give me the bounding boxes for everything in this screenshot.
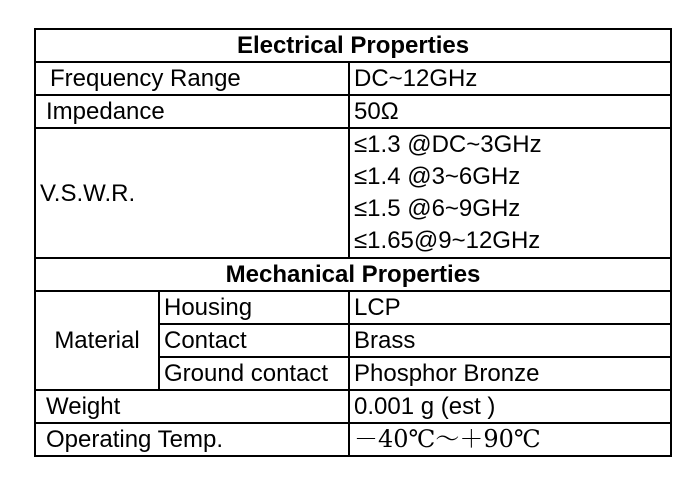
operating-temp-value: －40℃～＋90℃: [349, 423, 671, 456]
contact-value: Brass: [349, 324, 671, 357]
weight-row: [35, 390, 671, 423]
vswr-values: [349, 128, 671, 258]
housing-value: LCP: [349, 291, 671, 324]
ground-contact-value: Phosphor Bronze: [349, 357, 671, 390]
weight-label: Weight: [35, 390, 349, 423]
impedance-value: 50Ω: [349, 95, 671, 128]
vswr-value-1: ≤1.3 @DC~3GHz: [354, 131, 542, 158]
frequency-row: [35, 62, 671, 95]
vswr-value-4: ≤1.65@9~12GHz: [354, 227, 541, 254]
electrical-properties-title: Electrical Properties: [35, 29, 671, 62]
vswr-label: V.S.W.R.: [35, 128, 349, 258]
frequency-label: Frequency Range: [35, 62, 349, 95]
ground-contact-label: Ground contact: [159, 357, 349, 390]
operating-temp-label: Operating Temp.: [35, 423, 349, 456]
contact-label: Contact: [159, 324, 349, 357]
mechanical-header-row: [35, 258, 671, 291]
mechanical-properties-title: Mechanical Properties: [35, 258, 671, 291]
housing-label: Housing: [159, 291, 349, 324]
material-label: Material: [35, 291, 159, 390]
properties-table: [34, 28, 672, 457]
vswr-value-2: ≤1.4 @3~6GHz: [354, 163, 521, 190]
impedance-row: [35, 95, 671, 128]
frequency-value: DC~12GHz: [349, 62, 671, 95]
electrical-header-row: [35, 29, 671, 62]
impedance-label: Impedance: [35, 95, 349, 128]
housing-row: [35, 291, 671, 324]
operating-temp-row: [35, 423, 671, 456]
vswr-row: [35, 128, 671, 258]
vswr-value-3: ≤1.5 @6~9GHz: [354, 195, 521, 222]
weight-value: 0.001 g (est ): [349, 390, 671, 423]
